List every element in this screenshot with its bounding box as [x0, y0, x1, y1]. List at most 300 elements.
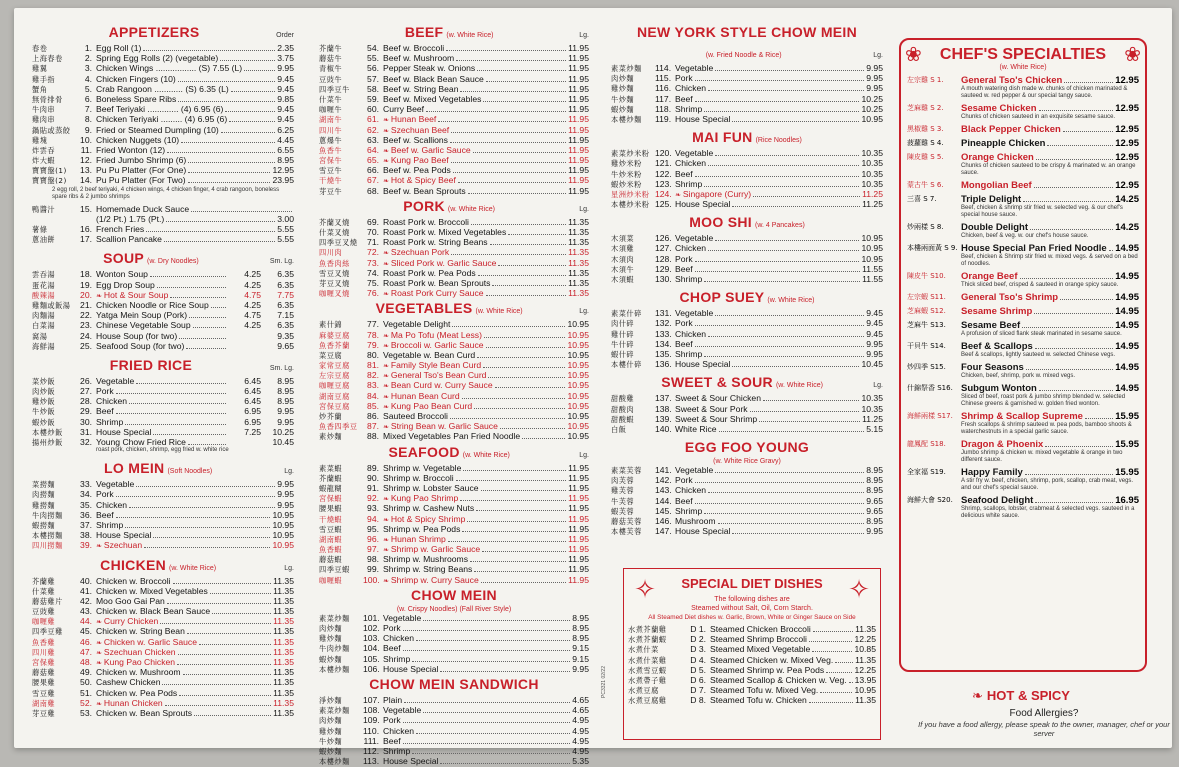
item-price: 11.95	[568, 83, 589, 94]
chinese-name: 星洲炒米粉	[611, 189, 650, 199]
chow-mein-header	[319, 587, 589, 605]
menu-item-row	[32, 626, 294, 636]
chinese-name: 雞手指	[32, 74, 56, 84]
item-price: 11.95	[568, 124, 589, 135]
item-name: Vegetable	[383, 612, 422, 623]
item-name: Chicken w. Black Bean Sauce	[96, 606, 211, 617]
item-price: 4.65	[572, 694, 589, 705]
item-price: 5.55	[277, 224, 294, 234]
dot-leader	[695, 503, 865, 504]
lo-mein-side-label: Lg.	[284, 468, 294, 476]
menu-item-row	[611, 404, 883, 414]
item-number: 56.	[367, 63, 379, 74]
item-number: 71.	[367, 237, 379, 248]
item-name: Vegetable Delight	[383, 319, 451, 330]
item-number: 97.	[367, 544, 379, 555]
item-name: Pork	[675, 73, 693, 84]
dot-leader	[448, 541, 566, 542]
chinese-name: 豆豉牛	[319, 74, 343, 84]
item-number: D 2.	[690, 634, 706, 645]
item-price: 16.95	[1115, 495, 1139, 506]
menu-item-row	[32, 500, 294, 510]
menu-item-row	[611, 169, 883, 179]
item-price: 9.65	[866, 495, 883, 506]
dot-leader	[404, 702, 570, 703]
chinese-name: 宮保蝦	[319, 494, 343, 504]
item-number: 126.	[655, 233, 672, 244]
special-diet-box	[623, 568, 881, 740]
item-name: Pu Pu Platter (For Two)	[96, 175, 186, 186]
item-price: 11.95	[568, 574, 589, 585]
item-number: 89.	[367, 462, 379, 473]
item-number: 35.	[80, 499, 92, 510]
dot-leader	[403, 630, 571, 631]
menu-item-row	[611, 189, 883, 199]
item-number: 141.	[655, 465, 672, 476]
menu-item-row	[319, 695, 589, 705]
item-name: Subgum Wonton	[961, 383, 1037, 394]
item-name: Chicken w. Garlic Sauce	[103, 636, 198, 647]
chinese-name: 蝦炒麵	[319, 654, 343, 664]
chinese-name: 上海春卷	[32, 54, 63, 64]
item-name: House Special Pan Fried Noodle	[961, 243, 1107, 254]
moo-shi-header	[611, 214, 883, 232]
column-a	[32, 22, 294, 718]
item-number: 54.	[367, 43, 379, 53]
item-price: 11.95	[568, 482, 589, 493]
chef-special-item	[907, 341, 1139, 359]
item-price: 10.95	[861, 253, 883, 264]
chinese-name: 本樓什碎	[611, 360, 642, 370]
chinese-name: 窩湯	[32, 331, 48, 341]
menu-item-row	[611, 254, 883, 264]
vegetables-title: VEGETABLES	[375, 300, 473, 317]
dot-leader	[1030, 229, 1113, 230]
pepper-icon: ❧	[383, 127, 389, 135]
special-diet-list	[628, 624, 876, 706]
item-price: 3.75	[277, 53, 294, 64]
menu-item-row	[32, 396, 294, 406]
menu-item-row	[32, 224, 294, 234]
item-price: 10.95	[567, 380, 589, 391]
item-price: 5.35	[572, 756, 589, 767]
item-name: Bean Curd w. Curry Sauce	[390, 380, 493, 391]
dot-leader	[1034, 313, 1113, 314]
dot-leader	[462, 398, 566, 399]
item-number: 79.	[367, 339, 379, 350]
item-price: 9.45	[866, 318, 883, 329]
allergy-title: Food Allergies?	[1009, 708, 1079, 719]
menu-item-row	[319, 473, 589, 483]
dot-leader	[732, 121, 859, 122]
menu-item-row	[32, 637, 294, 647]
chinese-name: 雪豆牛	[319, 166, 343, 176]
item-name: Sauteed Broccoli	[383, 411, 448, 421]
dot-leader	[229, 121, 275, 122]
item-name: Four Seasons	[961, 362, 1024, 373]
item-name: Shrimp	[675, 274, 703, 284]
menu-item-row	[611, 516, 883, 526]
appetizers-header	[32, 24, 294, 42]
special-diet-note-3: All Steamed Diet dishes w. Garlic, Brown, White or Ginger Sauce on Side	[648, 614, 856, 621]
dot-leader	[704, 356, 864, 357]
seafood-header	[319, 444, 589, 462]
dot-leader	[481, 490, 567, 491]
menu-item-row	[319, 186, 589, 196]
item-price: 11.35	[568, 288, 589, 299]
item-number: 146.	[655, 516, 672, 526]
item-number: 19.	[80, 279, 92, 290]
chinese-name: 牛芙蓉	[611, 496, 635, 506]
chinese-name: 芽豆牛	[319, 186, 343, 196]
menu-item-row	[32, 94, 294, 104]
item-name: Chinese Vegetable Soup	[96, 320, 191, 331]
item-number: 57.	[367, 73, 379, 84]
chinese-name: 本樓芙蓉	[611, 527, 642, 537]
item-price: 10.35	[861, 148, 883, 159]
chop-suey-list	[611, 308, 883, 369]
chinese-name: 雞撈麵	[32, 500, 56, 510]
item-name: Sliced Pork w. Garlic Sauce	[390, 257, 497, 268]
dot-leader	[157, 287, 226, 288]
chinese-name: 本樓炒麵	[319, 757, 350, 767]
item-name: Vegetable w. Bean Curd	[383, 349, 476, 360]
dot-leader	[179, 695, 271, 696]
chef-special-item	[907, 495, 1139, 520]
item-number: 33.	[80, 479, 92, 490]
dot-leader	[187, 633, 271, 634]
item-price: 9.95	[866, 83, 883, 94]
chinese-name: 雞炒麵	[319, 726, 343, 736]
menu-item-row	[319, 421, 589, 431]
item-name: Double Delight	[961, 222, 1029, 233]
item-number: 34.	[80, 489, 92, 500]
item-price: 10.95	[854, 685, 876, 696]
chinese-name: 家常豆腐	[319, 361, 350, 371]
dot-leader	[178, 81, 276, 82]
dot-leader	[1109, 250, 1114, 251]
chinese-name: 木須牛	[611, 264, 635, 274]
item-name: Steamed Shrimp w. Pea Pods	[710, 664, 825, 675]
dot-leader	[210, 593, 271, 594]
item-name: Egg Drop Soup	[96, 279, 155, 290]
chinese-name: 本樓炒麵	[611, 114, 642, 124]
item-name: Chicken	[383, 725, 415, 736]
chinese-name: 蔥爆牛	[319, 135, 343, 145]
chinese-name: 魚香四季豆	[319, 422, 358, 432]
dot-leader	[1039, 110, 1114, 111]
chinese-name: 咖喱叉燒	[319, 289, 350, 299]
chef-specialties-box	[899, 38, 1147, 672]
dot-leader	[1034, 187, 1113, 188]
chicken-header	[32, 557, 294, 575]
item-price: 9.15	[572, 643, 589, 654]
item-description: Chunks of chicken sauteed in an exquisite sesame sauce.	[961, 114, 1116, 120]
item-name: Fried or Steamed Dumpling (10)	[96, 124, 219, 135]
pepper-icon: ❧	[383, 342, 389, 350]
price-large: 6.35	[277, 279, 294, 290]
item-number: 84.	[367, 390, 379, 401]
item-number: 127.	[655, 243, 672, 254]
dot-leader	[183, 674, 272, 675]
item-name: Beef w. Broccoli	[383, 43, 445, 53]
item-number: 48.	[80, 657, 92, 667]
chop-suey-title: CHOP SUEY	[679, 289, 765, 306]
item-name: Shrimp w. String Beans	[383, 564, 473, 575]
dot-leader	[165, 705, 271, 706]
item-number: 9.	[84, 124, 92, 135]
menu-item-row	[32, 708, 294, 718]
menu-item-row	[32, 310, 294, 320]
price-large: 8.95	[277, 375, 294, 386]
item-price: 10.95	[567, 411, 589, 421]
menu-item-row	[32, 114, 294, 124]
dot-leader	[193, 327, 226, 328]
item-name: Sesame Beef	[961, 320, 1021, 331]
chinese-name: 素菜炒麵	[611, 64, 642, 73]
item-price: 4.95	[572, 715, 589, 726]
chef-item-body	[961, 439, 1139, 464]
item-name: Pork	[675, 318, 693, 329]
chef-special-item	[907, 467, 1139, 492]
hot-spicy-label: HOT & SPICY	[986, 688, 1070, 703]
ny-chow-mein-side-label: Lg.	[873, 52, 883, 59]
item-number: 5.	[84, 83, 92, 94]
item-number: 50.	[80, 677, 92, 688]
chinese-name: 無骨排骨	[32, 94, 63, 104]
item-number: D 3.	[690, 644, 706, 655]
chef-special-item	[907, 138, 1139, 149]
item-name: Beef w. Garlic Sauce	[390, 144, 471, 155]
item-name: Beef w. Black Bean Sauce	[383, 73, 484, 84]
chinese-name: 木須肉	[611, 254, 635, 264]
dot-leader	[188, 162, 275, 163]
item-number: 131.	[655, 308, 672, 319]
mai-fun-header	[611, 129, 883, 147]
item-price: 12.95	[1115, 103, 1139, 114]
egg-foo-young-header	[611, 439, 883, 457]
menu-item-row	[611, 506, 883, 516]
soup-side-label: Sm. Lg.	[269, 258, 294, 266]
menu-item-row	[611, 63, 883, 73]
chinese-name: 牛什碎	[611, 339, 635, 349]
chinese-name: 四季豆叉燒	[319, 238, 358, 248]
item-number: 17.	[80, 234, 92, 245]
chinese-name: 炒兩樣 S 8.	[907, 223, 944, 231]
menu-item-row	[32, 606, 294, 616]
menu-item-row	[32, 479, 294, 489]
item-name: Pineapple Chicken	[961, 138, 1046, 149]
dot-leader	[179, 338, 226, 339]
dot-leader	[473, 152, 566, 153]
chinese-name: 肉炒麵	[319, 624, 343, 633]
chinese-name: 水煮什菜雞	[628, 655, 667, 665]
item-number: 24.	[80, 330, 92, 341]
item-name: Vegetable	[675, 63, 714, 73]
menu-item-row	[319, 84, 589, 94]
dot-leader	[167, 603, 271, 604]
menu-item-row	[319, 145, 589, 155]
item-name: Beef	[96, 406, 114, 417]
item-price: 14.95	[1115, 306, 1139, 317]
item-name: Steamed Shrimp Broccoli	[710, 634, 807, 645]
dot-leader	[453, 172, 566, 173]
chow-mein-sandwich-list	[319, 695, 589, 766]
menu-item-row	[319, 380, 589, 390]
item-price: 8.95	[866, 485, 883, 496]
dot-leader	[167, 152, 275, 153]
dot-leader	[750, 411, 860, 412]
item-price: 11.95	[568, 53, 589, 64]
price-small: 6.95	[244, 416, 261, 427]
dot-leader	[474, 571, 566, 572]
chef-item-body	[961, 180, 1139, 191]
item-name: Pepper Steak w. Onions	[383, 63, 476, 74]
menu-item-row	[319, 63, 589, 73]
chef-item-body	[961, 411, 1139, 436]
chef-special-item	[907, 194, 1139, 219]
print-code: PC3321 02/22	[601, 666, 607, 698]
price-large: 10.25	[272, 426, 294, 437]
item-name: Singapore (Curry)	[682, 188, 752, 199]
pepper-icon: ❧	[383, 403, 389, 411]
item-name: Beef	[675, 495, 693, 506]
dot-leader	[508, 234, 566, 235]
item-number: D 7.	[690, 685, 706, 696]
chinese-name: 雞炒米粉	[611, 159, 642, 169]
chinese-name: 芽豆雞	[32, 708, 56, 718]
dot-leader	[1026, 369, 1113, 370]
dot-leader	[450, 418, 566, 419]
item-number: 60.	[367, 104, 379, 115]
item-name: Hunan Bean Curd	[390, 390, 460, 401]
chinese-name: 四季豆雞	[32, 627, 63, 637]
chef-item-line	[961, 320, 1139, 331]
chinese-name: 腰果雞	[32, 678, 56, 688]
item-number: 68.	[367, 185, 379, 196]
item-name: Beef	[675, 168, 693, 179]
chef-item-line	[961, 306, 1139, 317]
dot-leader	[695, 482, 865, 483]
item-number: 44.	[80, 616, 92, 627]
item-name: Orange Chicken	[961, 152, 1034, 163]
item-name: Curry Chicken	[103, 616, 159, 627]
chinese-name: 蔥油餅	[32, 235, 56, 245]
menu-item-row	[319, 613, 589, 623]
item-number: 42.	[80, 595, 92, 606]
dot-leader	[129, 403, 226, 404]
item-number: 88.	[367, 431, 379, 442]
item-name: Moo Goo Gai Pan	[96, 595, 165, 606]
item-price: 9.95	[277, 63, 294, 74]
pepper-icon: ❧	[383, 536, 389, 544]
chinese-name: 蝦什碎	[611, 349, 635, 359]
item-price: 12.95	[1115, 152, 1139, 163]
beef-note: (w. White Rice)	[446, 32, 494, 39]
item-name: General Tso's Shrimp	[961, 292, 1059, 303]
item-price: 13.95	[854, 674, 877, 685]
item-number: 101.	[363, 612, 380, 623]
item-price: 4.95	[572, 745, 589, 756]
item-price: 11.95	[568, 493, 589, 504]
item-name: Spring Egg Rolls (2) (vegetable)	[96, 53, 219, 64]
chinese-name: 肉什碎	[611, 319, 635, 329]
item-price: 10.95	[567, 431, 589, 442]
item-name: Pork	[675, 253, 693, 264]
item-name: Shrimp w. Curry Sauce	[390, 574, 479, 585]
item-price: 9.45	[866, 308, 883, 319]
item-price: 8.95	[866, 465, 883, 476]
menu-item-row	[32, 145, 294, 155]
item-name: Seafood Delight	[961, 495, 1034, 506]
vegetables-side-label: Lg.	[579, 308, 589, 316]
dot-leader	[715, 155, 859, 156]
dot-leader	[708, 336, 864, 337]
chef-special-item	[907, 320, 1139, 338]
item-number: 63.	[367, 134, 379, 145]
chef-special-item	[907, 411, 1139, 436]
item-price: 15.95	[1115, 439, 1139, 450]
item-price: 11.95	[568, 144, 589, 155]
chinese-name: 炒四季 S15.	[907, 363, 946, 371]
dot-leader	[719, 431, 865, 432]
item-name: House Special	[675, 359, 731, 370]
menu-item-row	[32, 341, 294, 351]
item-number: 58.	[367, 83, 379, 94]
item-name: Shrimp	[675, 348, 703, 359]
chinese-name: 本樓炒米粉	[611, 200, 650, 210]
item-price: 10.35	[861, 393, 883, 404]
pepper-icon: ❧	[383, 496, 389, 504]
chef-item-line	[961, 341, 1139, 352]
item-name: Shrimp	[96, 416, 124, 427]
special-diet-note-1: The following dishes are	[714, 596, 790, 603]
dot-leader	[732, 366, 859, 367]
menu-item-row	[319, 340, 589, 350]
dot-leader	[416, 640, 570, 641]
item-number: 45.	[80, 626, 92, 637]
seafood-side-label: Lg.	[579, 451, 589, 459]
item-number: 147.	[655, 526, 672, 537]
dot-leader	[1020, 278, 1114, 279]
item-number: 23.	[80, 320, 92, 331]
price-small: 7.25	[244, 426, 261, 437]
chinese-name: 菜炒飯	[32, 376, 56, 386]
price-large: 8.95	[277, 396, 294, 407]
chinese-name: 素菜炒麵	[319, 613, 350, 623]
dot-leader	[191, 211, 292, 212]
chinese-name: 本樓撈麵	[32, 531, 63, 541]
menu-item-row	[319, 746, 589, 756]
menu-item-row	[319, 726, 589, 736]
item-number: 120.	[655, 148, 672, 159]
item-name: Chicken w. Mushroom	[96, 667, 181, 678]
item-number: 8.	[84, 114, 92, 125]
item-price: 11.35	[568, 216, 589, 227]
pork-list	[319, 217, 589, 299]
chinese-name: 雞炒麵	[611, 84, 635, 94]
menu-item-row	[319, 534, 589, 544]
menu-item-row	[319, 431, 589, 441]
pepper-icon: ❧	[383, 547, 389, 555]
item-number: 82.	[367, 370, 379, 381]
dot-leader	[143, 50, 275, 51]
item-name: Chicken w. Broccoli	[96, 575, 171, 586]
pepper-icon: ❧	[96, 619, 102, 627]
menu-item-row	[611, 179, 883, 189]
dot-leader	[178, 654, 272, 655]
item-number: 29.	[80, 406, 92, 417]
